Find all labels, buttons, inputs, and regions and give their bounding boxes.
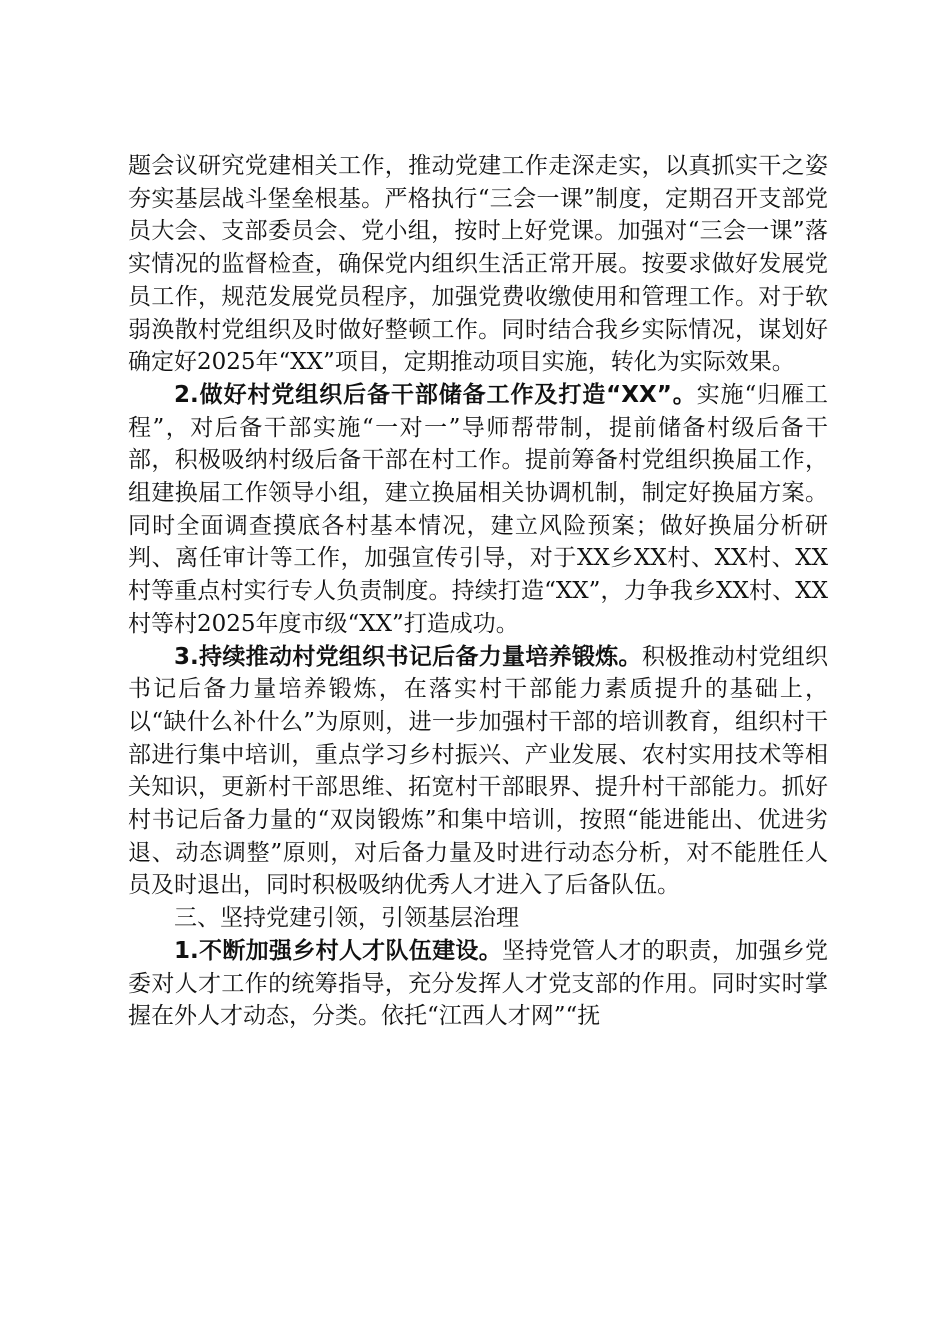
item-3-body: 积极推动村党组织书记后备力量培养锻炼，在落实村干部能力素质提升的基础上，以“缺什么补什么”为原则，进一步加强村干部的培训教育，组织村干部进行集中培训，重点学习乡村振兴、产业发展、农村实用技术等相关知识，更新村干部思维、拓宽村干部眼界、提升村干部能力。抓好村书记后备力量的“双岗锻炼”和集中培训，按照“能进能出、优进劣退、动态调整”原则，对后备力量及时进行动态分析，对不能胜任人员及时退出，同时积极吸纳优秀人才进入了后备队伍。	[128, 643, 828, 899]
document-body	[128, 150, 828, 1033]
item-3-title: 3.持续推动村党组织书记后备力量培养锻炼。	[174, 643, 642, 670]
item-3-1-body: 坚持党管人才的职责，加强乡党委对人才工作的统筹指导，充分发挥人才党支部的作用。同时实时掌握在外人才动态，分类。依托“江西人才网”“抚	[128, 937, 829, 1030]
paragraph-continuation: 题会议研究党建相关工作，推动党建工作走深走实，以真抓实干之姿夯实基层战斗堡垒根基。严格执行“三会一课”制度，定期召开支部党员大会、支部委员会、党小组，按时上好党课。加强对“三会一课”落实情况的监督检查，确保党内组织生活正常开展。按要求做好发展党员工作，规范发展党员程序，加强党费收缴使用和管理工作。对于软弱涣散村党组织及时做好整顿工作。同时结合我乡实际情况，谋划好确定好2025年“XX”项目，定期推动项目实施，转化为实际效果。	[128, 153, 828, 376]
item-2-body: 实施“归雁工程”，对后备干部实施“一对一”导师帮带制，提前储备村级后备干部，积极吸纳村级后备干部在村工作。提前筹备村党组织换届工作，组建换届工作领导小组，建立换届相关协调机制，制定好换届方案。同时全面调查摸底各村基本情况，建立风险预案；做好换届分析研判、离任审计等工作，加强宣传引导，对于XX乡XX村、XX村、XX村等重点村实行专人负责制度。持续打造“XX”，力争我乡XX村、XX村等村2025年度市级“XX”打造成功。	[128, 381, 828, 637]
paragraph-item-3-1	[128, 935, 828, 1033]
section-3-heading: 三、坚持党建引领，引领基层治理	[174, 905, 519, 932]
paragraph-item-3	[128, 641, 828, 903]
item-2-title: 2.做好村党组织后备干部储备工作及打造“XX”。	[174, 381, 697, 408]
paragraph-item-2	[128, 379, 828, 641]
item-3-1-title: 1.不断加强乡村人才队伍建设。	[174, 937, 503, 964]
